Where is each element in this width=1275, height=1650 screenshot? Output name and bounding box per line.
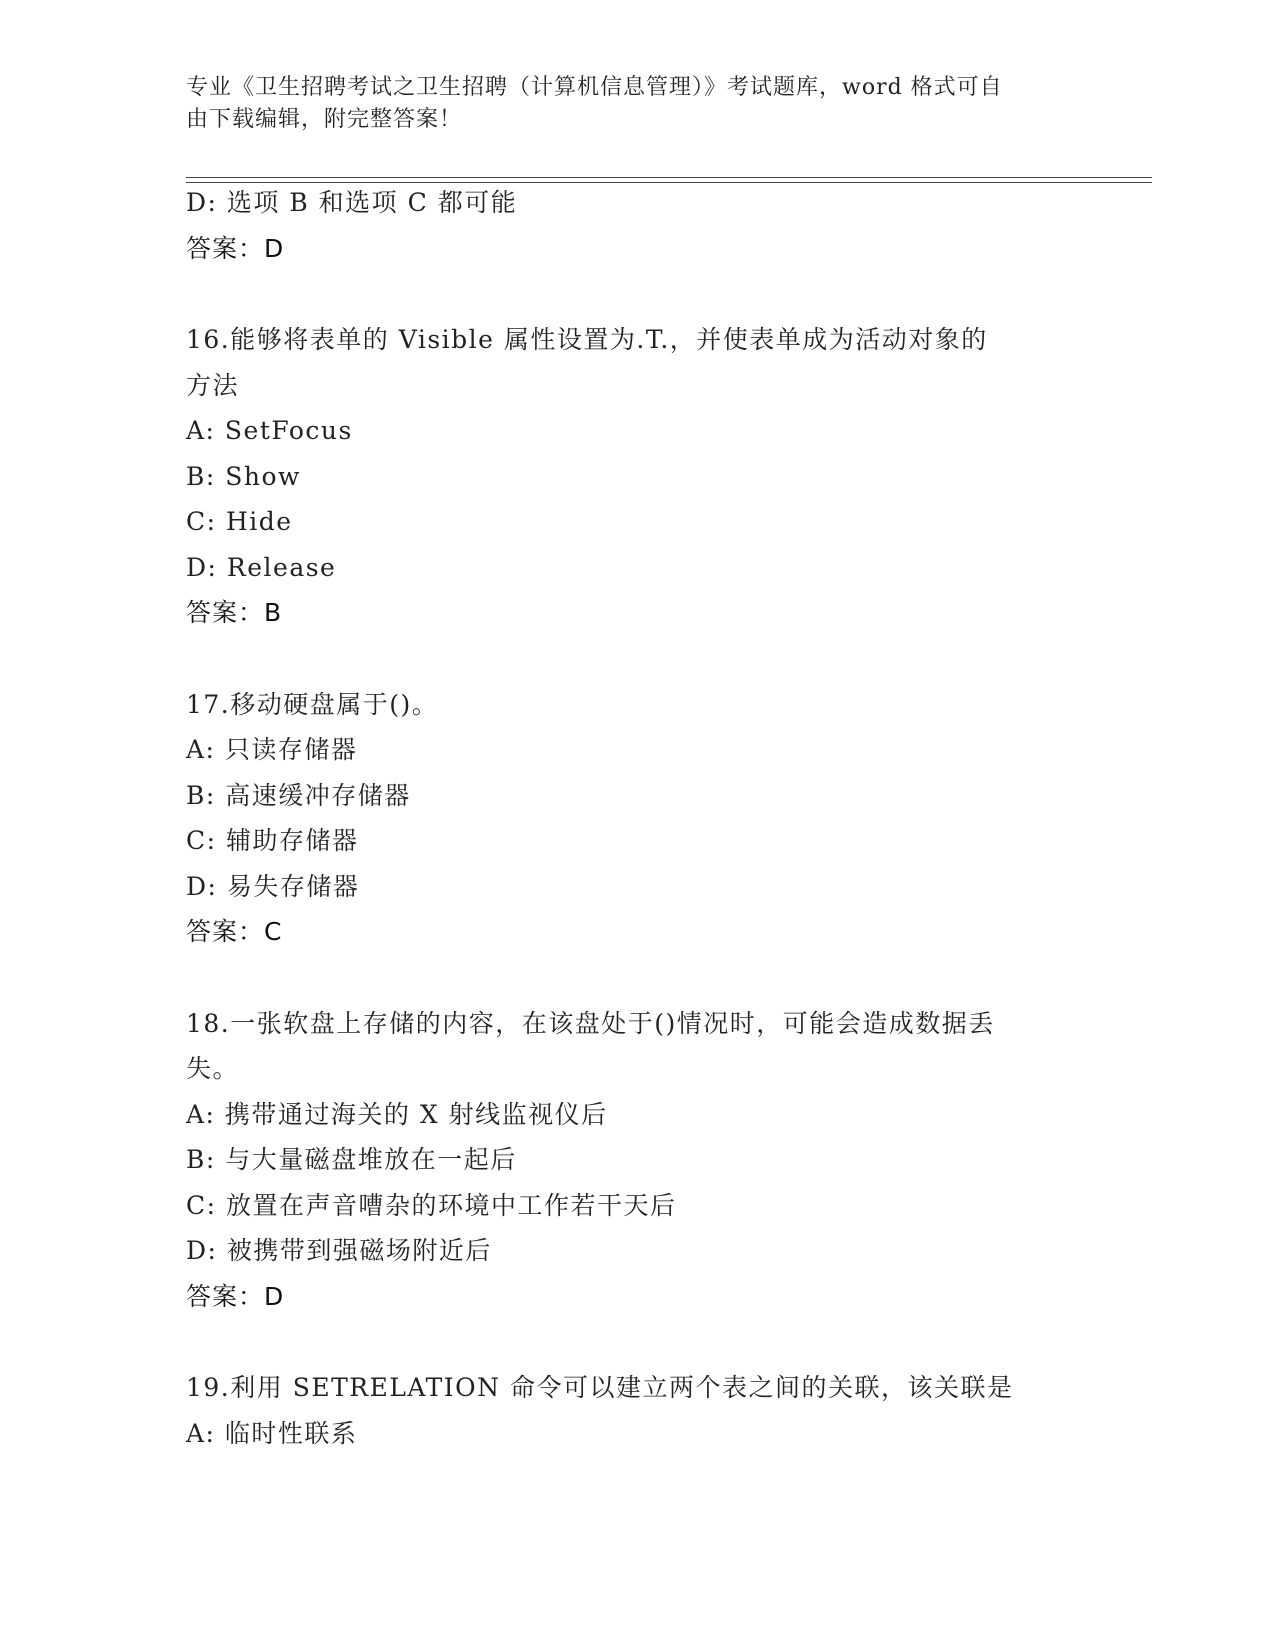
option-d: D: 易失存储器 xyxy=(186,871,360,901)
question-gap xyxy=(186,279,1086,325)
question-gap xyxy=(186,644,1086,690)
option-b: B: Show xyxy=(186,461,301,491)
question-19 xyxy=(186,1373,1086,1449)
option-c: C: Hide xyxy=(186,507,293,536)
question-stem: 16.能够将表单的 Visible 属性设置为.T.，并使表单成为活动对象的 xyxy=(186,325,988,354)
option-b: B: 与大量磁盘堆放在一起后 xyxy=(186,1145,517,1174)
option-a: A: SetFocus xyxy=(186,416,353,445)
question-15 xyxy=(186,188,1086,264)
answer: 答案：D xyxy=(186,1281,285,1311)
option-a: A: 临时性联系 xyxy=(186,1418,358,1448)
question-stem-continued: 方法 xyxy=(186,370,240,400)
header-divider-bottom xyxy=(186,182,1152,183)
question-stem-continued: 失。 xyxy=(186,1054,240,1083)
question-list xyxy=(186,188,1086,1464)
option-d: D: 选项 B 和选项 C 都可能 xyxy=(186,188,518,217)
answer: 答案：B xyxy=(186,598,283,627)
answer: 答案：D xyxy=(186,233,285,263)
question-stem: 18.一张软盘上存储的内容，在该盘处于()情况时，可能会造成数据丢 xyxy=(186,1008,995,1038)
option-a: A: 携带通过海关的 X 射线监视仪后 xyxy=(186,1099,608,1129)
document-header xyxy=(186,72,1066,136)
option-a: A: 只读存储器 xyxy=(186,735,358,764)
option-d: D: 被携带到强磁场附近后 xyxy=(186,1236,492,1265)
option-c: C: 辅助存储器 xyxy=(186,826,359,855)
answer: 答案：C xyxy=(186,917,283,946)
question-18 xyxy=(186,1009,1086,1312)
option-d: D: Release xyxy=(186,552,337,582)
header-line-1: 专业《卫生招聘考试之卫生招聘（计算机信息管理）》考试题库，word 格式可自 xyxy=(186,75,1003,100)
question-stem: 17.移动硬盘属于()。 xyxy=(186,689,439,719)
option-c: C: 放置在声音嘈杂的环境中工作若干天后 xyxy=(186,1190,677,1220)
option-b: B: 高速缓冲存储器 xyxy=(186,780,411,810)
question-16 xyxy=(186,325,1086,628)
header-line-2: 由下载编辑，附完整答案！ xyxy=(186,107,463,132)
header-divider-top xyxy=(186,177,1152,178)
question-gap xyxy=(186,963,1086,1009)
question-17 xyxy=(186,690,1086,948)
question-stem: 19.利用 SETRELATION 命令可以建立两个表之间的关联，该关联是 xyxy=(186,1373,1014,1402)
question-gap xyxy=(186,1327,1086,1373)
